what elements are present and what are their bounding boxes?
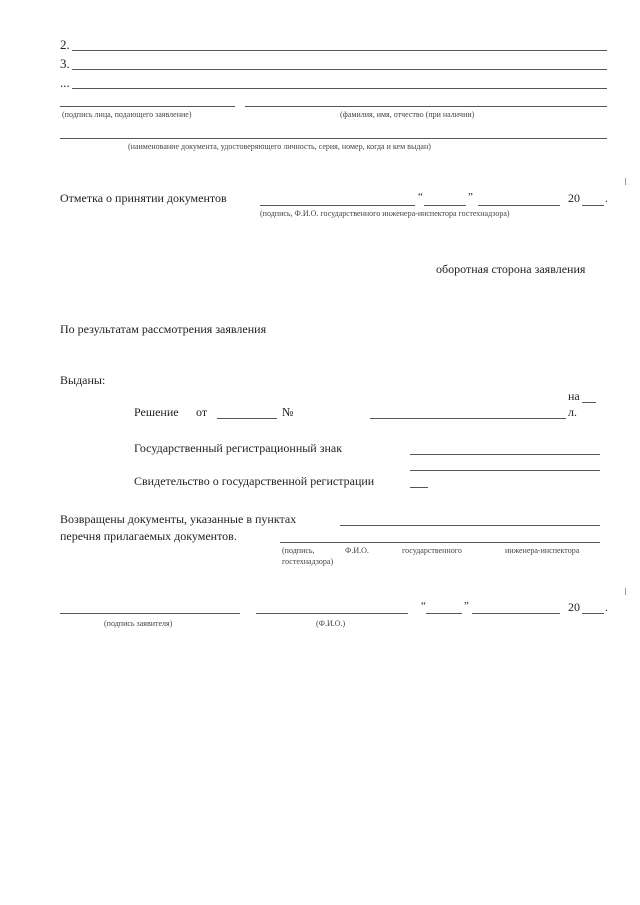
fio-caption: (фамилия, имя, отчество (при наличии) (340, 110, 475, 119)
review-results-heading: По результатам рассмотрения заявления (60, 322, 267, 336)
applicant-signature-caption: (подпись заявителя) (104, 619, 173, 628)
acceptance-label: Отметка о принятии документов (60, 191, 227, 205)
returned-caption-inspector: инженера-инспектора (505, 546, 580, 555)
returned-docs-line2: перечня прилагаемых документов. (60, 529, 237, 543)
acceptance-period: . (605, 191, 608, 205)
bottom-month-line[interactable] (472, 613, 560, 614)
returned-items-line[interactable] (340, 525, 600, 526)
registration-plate-line[interactable] (410, 454, 600, 455)
decision-from-label: от (196, 405, 208, 419)
acceptance-caption: (подпись, Ф.И.О. государственного инженера-инспектора гостехнадзора) (260, 209, 510, 218)
acceptance-quote-open: “ (418, 191, 423, 203)
acceptance-year-prefix: 20 (568, 191, 580, 205)
issued-heading: Выданы: (60, 373, 106, 387)
acceptance-year-line[interactable] (582, 205, 604, 206)
bottom-period: . (605, 600, 608, 614)
returned-docs-line1: Возвращены документы, указанные в пунктах (60, 512, 297, 526)
identity-document-caption: (наименование документа, удостоверяющего личность, серия, номер, когда и кем выдан) (128, 142, 431, 151)
certificate-line-upper[interactable] (410, 470, 600, 471)
sheets-count-line[interactable] (582, 402, 596, 403)
bottom-quote-open: “ (421, 600, 426, 612)
decision-label: Решение (134, 405, 179, 419)
signature-caption: (подпись лица, подающего заявление) (62, 110, 192, 119)
bottom-year-prefix: 20 (568, 600, 580, 614)
reverse-side-label: оборотная сторона заявления (436, 262, 586, 276)
scan-mark-top (625, 178, 626, 185)
applicant-fio-line[interactable] (245, 106, 607, 107)
list-ellipsis-line[interactable] (72, 88, 607, 89)
decision-number-sign: № (282, 405, 294, 419)
returned-caption-state: государственного (402, 546, 462, 555)
applicant-final-signature-line[interactable] (60, 613, 240, 614)
decision-number-line[interactable] (370, 418, 566, 419)
list-item-2-line[interactable] (72, 50, 607, 51)
list-item-2: 2. (60, 37, 70, 52)
applicant-signature-line[interactable] (60, 106, 235, 107)
registration-plate-label: Государственный регистрационный знак (134, 441, 343, 455)
bottom-year-line[interactable] (582, 613, 604, 614)
returned-caption-gtn: гостехнадзора) (282, 557, 334, 566)
returned-caption-fio: Ф.И.О. (345, 546, 369, 555)
list-item-3: 3. (60, 56, 70, 71)
acceptance-signature-line[interactable] (260, 205, 415, 206)
applicant-fio-caption: (Ф.И.О.) (316, 619, 346, 628)
sheets-label: л. (568, 405, 577, 419)
bottom-quote-close: ” (464, 600, 469, 612)
returned-inspector-line[interactable] (280, 542, 600, 543)
applicant-final-fio-line[interactable] (256, 613, 408, 614)
certificate-label: Свидетельство о государственной регистрации (134, 474, 375, 488)
list-ellipsis: ... (60, 75, 70, 90)
scan-mark-bottom (625, 588, 626, 595)
identity-document-line[interactable] (60, 138, 607, 139)
acceptance-day-line[interactable] (424, 205, 466, 206)
bottom-day-line[interactable] (426, 613, 462, 614)
acceptance-quote-close: ” (468, 191, 473, 203)
decision-date-line[interactable] (217, 418, 277, 419)
returned-caption-signature: (подпись, (282, 546, 315, 555)
acceptance-month-line[interactable] (478, 205, 560, 206)
sheets-on-label: на (568, 389, 580, 403)
certificate-line[interactable] (410, 487, 428, 488)
list-item-3-line[interactable] (72, 69, 607, 70)
